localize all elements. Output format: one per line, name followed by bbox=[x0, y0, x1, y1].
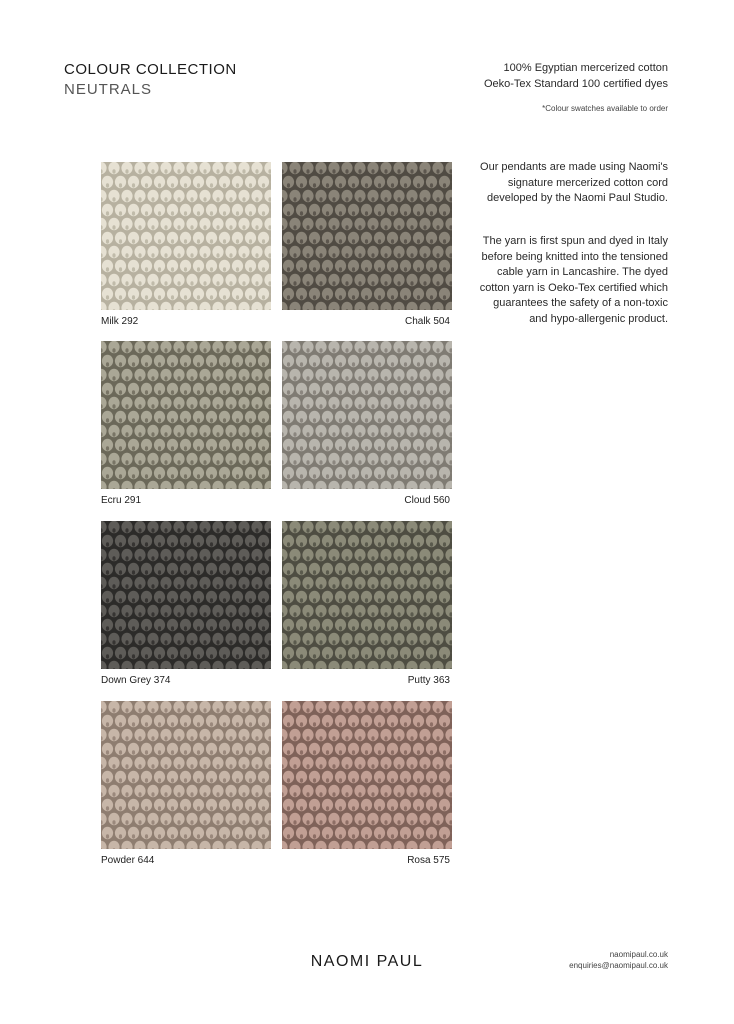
swatch-label-down-grey: Down Grey 374 bbox=[101, 675, 171, 686]
swatch-label-milk: Milk 292 bbox=[101, 316, 139, 327]
swatch-chalk bbox=[282, 162, 452, 310]
brand-logo: NAOMI PAUL bbox=[310, 953, 424, 970]
swatch-powder bbox=[101, 701, 271, 849]
spec-line-dyes: Oeko-Tex Standard 100 certified dyes bbox=[483, 78, 668, 90]
swatch-label-powder: Powder 644 bbox=[101, 855, 155, 866]
swatch-cloud bbox=[282, 341, 452, 489]
page-title: COLOUR COLLECTION bbox=[64, 61, 237, 78]
swatch-putty bbox=[282, 521, 452, 669]
swatch-availability-note: *Colour swatches available to order bbox=[542, 104, 668, 113]
swatch-down-grey bbox=[101, 521, 271, 669]
description-paragraph-1: Our pendants are made using Naomi's signature mercerized cotton cord developed by the Naomi Paul Studio. bbox=[480, 161, 668, 204]
page-subtitle: NEUTRALS bbox=[64, 81, 153, 98]
description-paragraph-2: The yarn is first spun and dyed in Italy before being knitted into the tensioned cable yarn in Lancashire. The dyed cotton yarn is Oeko-Tex certified which guarantees the safety of a non-toxic and hypo-allergenic product. bbox=[479, 235, 668, 325]
swatch-ecru bbox=[101, 341, 271, 489]
swatch-milk bbox=[101, 162, 271, 310]
website-link[interactable]: naomipaul.co.uk bbox=[609, 950, 668, 959]
swatch-label-rosa: Rosa 575 bbox=[407, 855, 450, 866]
swatch-label-ecru: Ecru 291 bbox=[101, 495, 142, 506]
email-link[interactable]: enquiries@naomipaul.co.uk bbox=[569, 961, 668, 970]
swatch-label-chalk: Chalk 504 bbox=[404, 316, 450, 327]
swatch-label-cloud: Cloud 560 bbox=[404, 495, 450, 506]
spec-line-cotton: 100% Egyptian mercerized cotton bbox=[503, 62, 668, 74]
swatch-label-putty: Putty 363 bbox=[407, 675, 450, 686]
swatch-rosa bbox=[282, 701, 452, 849]
